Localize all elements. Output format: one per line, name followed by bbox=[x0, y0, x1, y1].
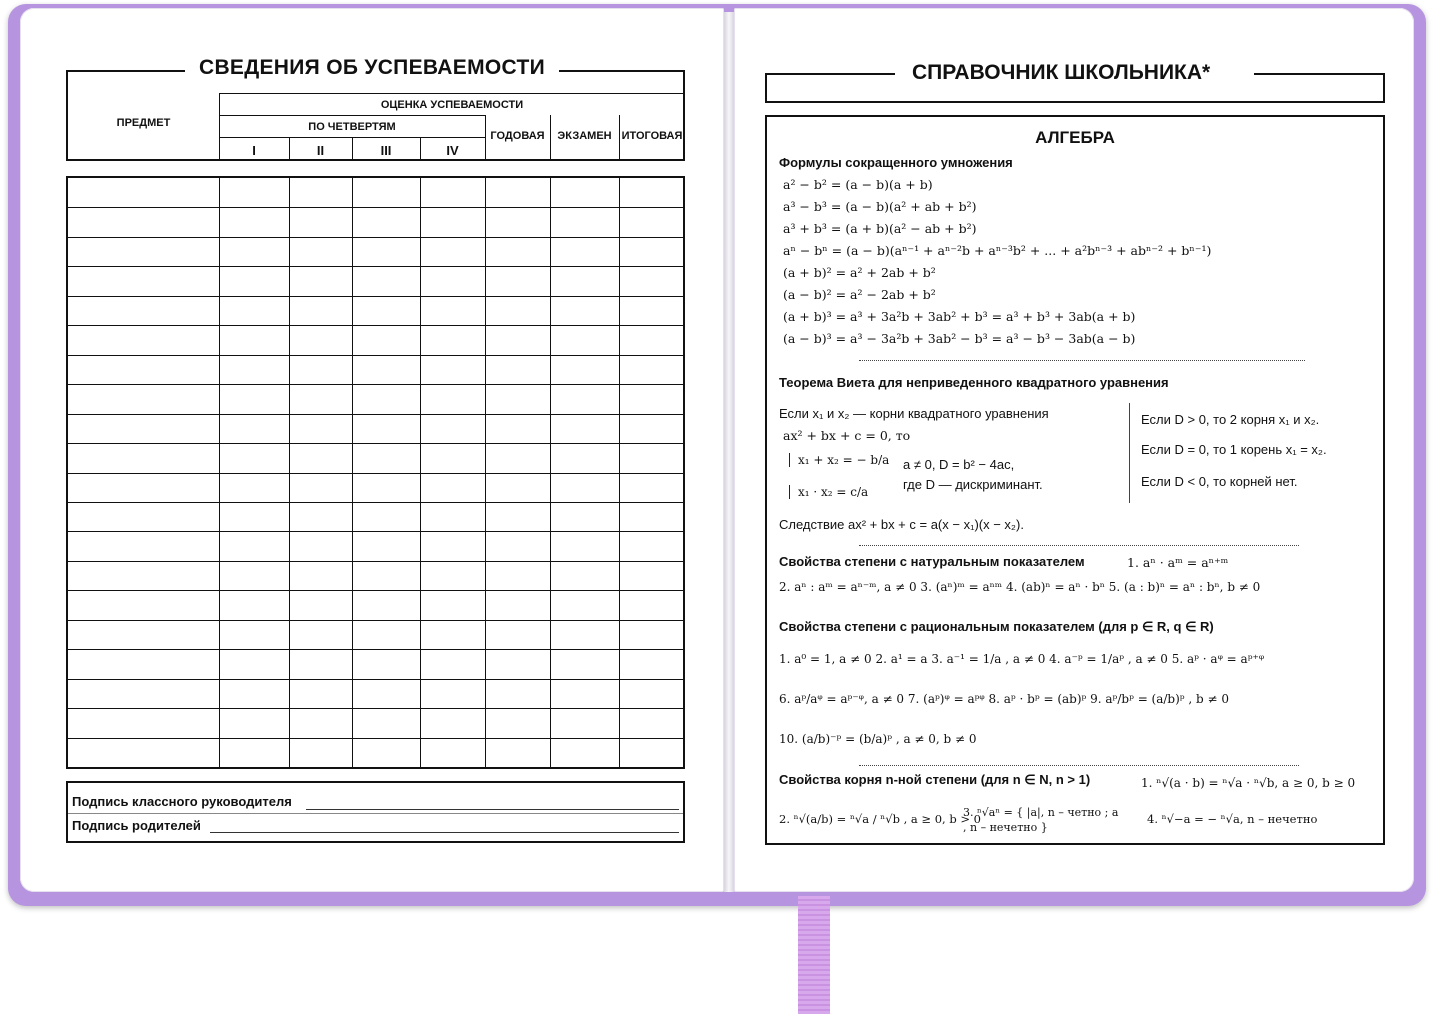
parents-signature-label: Подпись родителей bbox=[72, 818, 201, 833]
bookmark-ribbon[interactable] bbox=[798, 896, 830, 1014]
divider bbox=[1129, 403, 1130, 503]
formula: (a + b)² = a² + 2ab + b² bbox=[783, 265, 936, 280]
discriminant-case: Если D < 0, то корней нет. bbox=[1141, 474, 1298, 489]
grades-grid[interactable] bbox=[66, 176, 685, 769]
formula: (a − b)² = a² − 2ab + b² bbox=[783, 287, 936, 302]
formula: a³ + b³ = (a + b)(a² − ab + b²) bbox=[783, 221, 977, 236]
vieta-line: ax² + bx + c = 0, то bbox=[783, 428, 911, 443]
grades-header-table bbox=[66, 70, 685, 161]
grade-header: ОЦЕНКА УСПЕВАЕМОСТИ bbox=[380, 99, 524, 111]
discriminant-case: Если D = 0, то 1 корень x₁ = x₂. bbox=[1141, 442, 1327, 457]
quarters-header: ПО ЧЕТВЕРТЯМ bbox=[308, 121, 396, 133]
root-property: 3. ⁿ√aⁿ = { |a|, n – четно ; a , n – нечетно } bbox=[963, 806, 1119, 834]
teacher-signature-line[interactable] bbox=[306, 809, 679, 810]
grid-row-line bbox=[68, 237, 683, 238]
grid-row-line bbox=[68, 443, 683, 444]
vieta-sum: x₁ + x₂ = − b/a bbox=[789, 453, 889, 467]
grid-row-line bbox=[68, 679, 683, 680]
discriminant-case: Если D > 0, то 2 корня x₁ и x₂. bbox=[1141, 412, 1320, 427]
teacher-signature-label: Подпись классного руководителя bbox=[72, 794, 292, 809]
rational-property: 1. a⁰ = 1, a ≠ 0 2. a¹ = a 3. a⁻¹ = 1/a , a ≠ 0 4. a⁻ᵖ = 1/aᵖ , a ≠ 0 5. aᵖ · aᵠ = aᵖ⁺ᵠ bbox=[779, 652, 1265, 666]
power-property: 2. aⁿ : aᵐ = aⁿ⁻ᵐ, a ≠ 0 3. (aⁿ)ᵐ = aⁿᵐ 4. (ab)ⁿ = aⁿ · bⁿ 5. (a : b)ⁿ = aⁿ : bⁿ, b ≠ 0 bbox=[779, 580, 1261, 594]
quarter-3: III bbox=[380, 143, 392, 158]
divider bbox=[859, 765, 1299, 766]
grid-row-line bbox=[68, 738, 683, 739]
quarter-2: II bbox=[316, 143, 325, 158]
grid-row-line bbox=[68, 502, 683, 503]
grid-row-line bbox=[68, 620, 683, 621]
formula: (a − b)³ = a³ − 3a²b + 3ab² − b³ = a³ − b³ − 3ab(a − b) bbox=[783, 331, 1136, 346]
grid-row-line bbox=[68, 649, 683, 650]
parents-signature-line[interactable] bbox=[210, 832, 679, 833]
notebook-spine bbox=[724, 12, 734, 892]
root-property: 4. ⁿ√−a = − ⁿ√a, n – нечетно bbox=[1147, 812, 1318, 826]
formula: a³ − b³ = (a − b)(a² + ab + b²) bbox=[783, 199, 977, 214]
algebra-reference-box bbox=[765, 115, 1385, 845]
s4-title: Свойства степени с рациональным показателем (для p ∈ R, q ∈ R) bbox=[779, 619, 1214, 634]
power-property: 1. aⁿ · aᵐ = aⁿ⁺ᵐ bbox=[1127, 555, 1229, 570]
rational-property: 10. (a/b)⁻ᵖ = (b/a)ᵖ , a ≠ 0, b ≠ 0 bbox=[779, 732, 977, 746]
grid-row-line bbox=[68, 531, 683, 532]
root-property: 1. ⁿ√(a · b) = ⁿ√a · ⁿ√b, a ≥ 0, b ≥ 0 bbox=[1141, 776, 1356, 790]
formula: aⁿ − bⁿ = (a − b)(aⁿ⁻¹ + aⁿ⁻²b + aⁿ⁻³b² + ... + a²bⁿ⁻³ + abⁿ⁻² + bⁿ⁻¹) bbox=[783, 243, 1212, 258]
s5-title: Свойства корня n-ной степени (для n ∈ N, n > 1) bbox=[779, 772, 1091, 787]
s3-title: Свойства степени с натуральным показателем bbox=[779, 554, 1085, 569]
grid-row-line bbox=[68, 325, 683, 326]
algebra-heading: АЛГЕБРА bbox=[1035, 128, 1115, 147]
grid-row-line bbox=[68, 296, 683, 297]
grid-row-line bbox=[68, 561, 683, 562]
grid-row-line bbox=[68, 355, 683, 356]
formula: (a + b)³ = a³ + 3a²b + 3ab² + b³ = a³ + b³ + 3ab(a + b) bbox=[783, 309, 1136, 324]
signature-box bbox=[66, 781, 685, 843]
title-rule-left bbox=[765, 73, 895, 75]
quarter-4: IV bbox=[446, 143, 459, 158]
reference-title: СПРАВОЧНИК ШКОЛЬНИКА* bbox=[900, 61, 1222, 85]
root-property: 2. ⁿ√(a/b) = ⁿ√a / ⁿ√b , a ≥ 0, b > 0 bbox=[779, 812, 981, 826]
divider bbox=[859, 360, 1305, 361]
s2-title: Теорема Виета для неприведенного квадратного уравнения bbox=[779, 375, 1169, 390]
divider bbox=[859, 545, 1299, 546]
grid-row-line bbox=[68, 708, 683, 709]
title-rule-right bbox=[1254, 73, 1385, 75]
quarter-1: I bbox=[252, 143, 256, 158]
exam-header: ЭКЗАМЕН bbox=[557, 130, 612, 142]
grid-row-line bbox=[68, 266, 683, 267]
vieta-line: Если x₁ и x₂ — корни квадратного уравнения bbox=[779, 406, 1049, 421]
grid-row-line bbox=[68, 384, 683, 385]
grid-row-line bbox=[68, 207, 683, 208]
grid-row-line bbox=[68, 590, 683, 591]
s1-title: Формулы сокращенного умножения bbox=[779, 155, 1013, 170]
vieta-condition: a ≠ 0, D = b² − 4ac, bbox=[903, 457, 1015, 472]
vieta-corollary: Следствие ax² + bx + c = a(x − x₁)(x − x₂). bbox=[779, 517, 1024, 532]
annual-header: ГОДОВАЯ bbox=[490, 130, 545, 142]
grid-row-line bbox=[68, 414, 683, 415]
grid-row-line bbox=[68, 473, 683, 474]
final-header: ИТОГОВАЯ bbox=[621, 130, 683, 142]
vieta-discriminant: где D — дискриминант. bbox=[903, 477, 1043, 492]
grades-title: СВЕДЕНИЯ ОБ УСПЕВАЕМОСТИ bbox=[185, 56, 559, 80]
rational-property: 6. aᵖ/aᵠ = aᵖ⁻ᵠ, a ≠ 0 7. (aᵖ)ᵠ = aᵖᵠ 8. aᵖ · bᵖ = (ab)ᵖ 9. aᵖ/bᵖ = (a/b)ᵖ , b ≠ 0 bbox=[779, 692, 1230, 706]
subject-header: ПРЕДМЕТ bbox=[116, 117, 171, 129]
vieta-product: x₁ · x₂ = c/a bbox=[789, 485, 868, 499]
formula: a² − b² = (a − b)(a + b) bbox=[783, 177, 933, 192]
